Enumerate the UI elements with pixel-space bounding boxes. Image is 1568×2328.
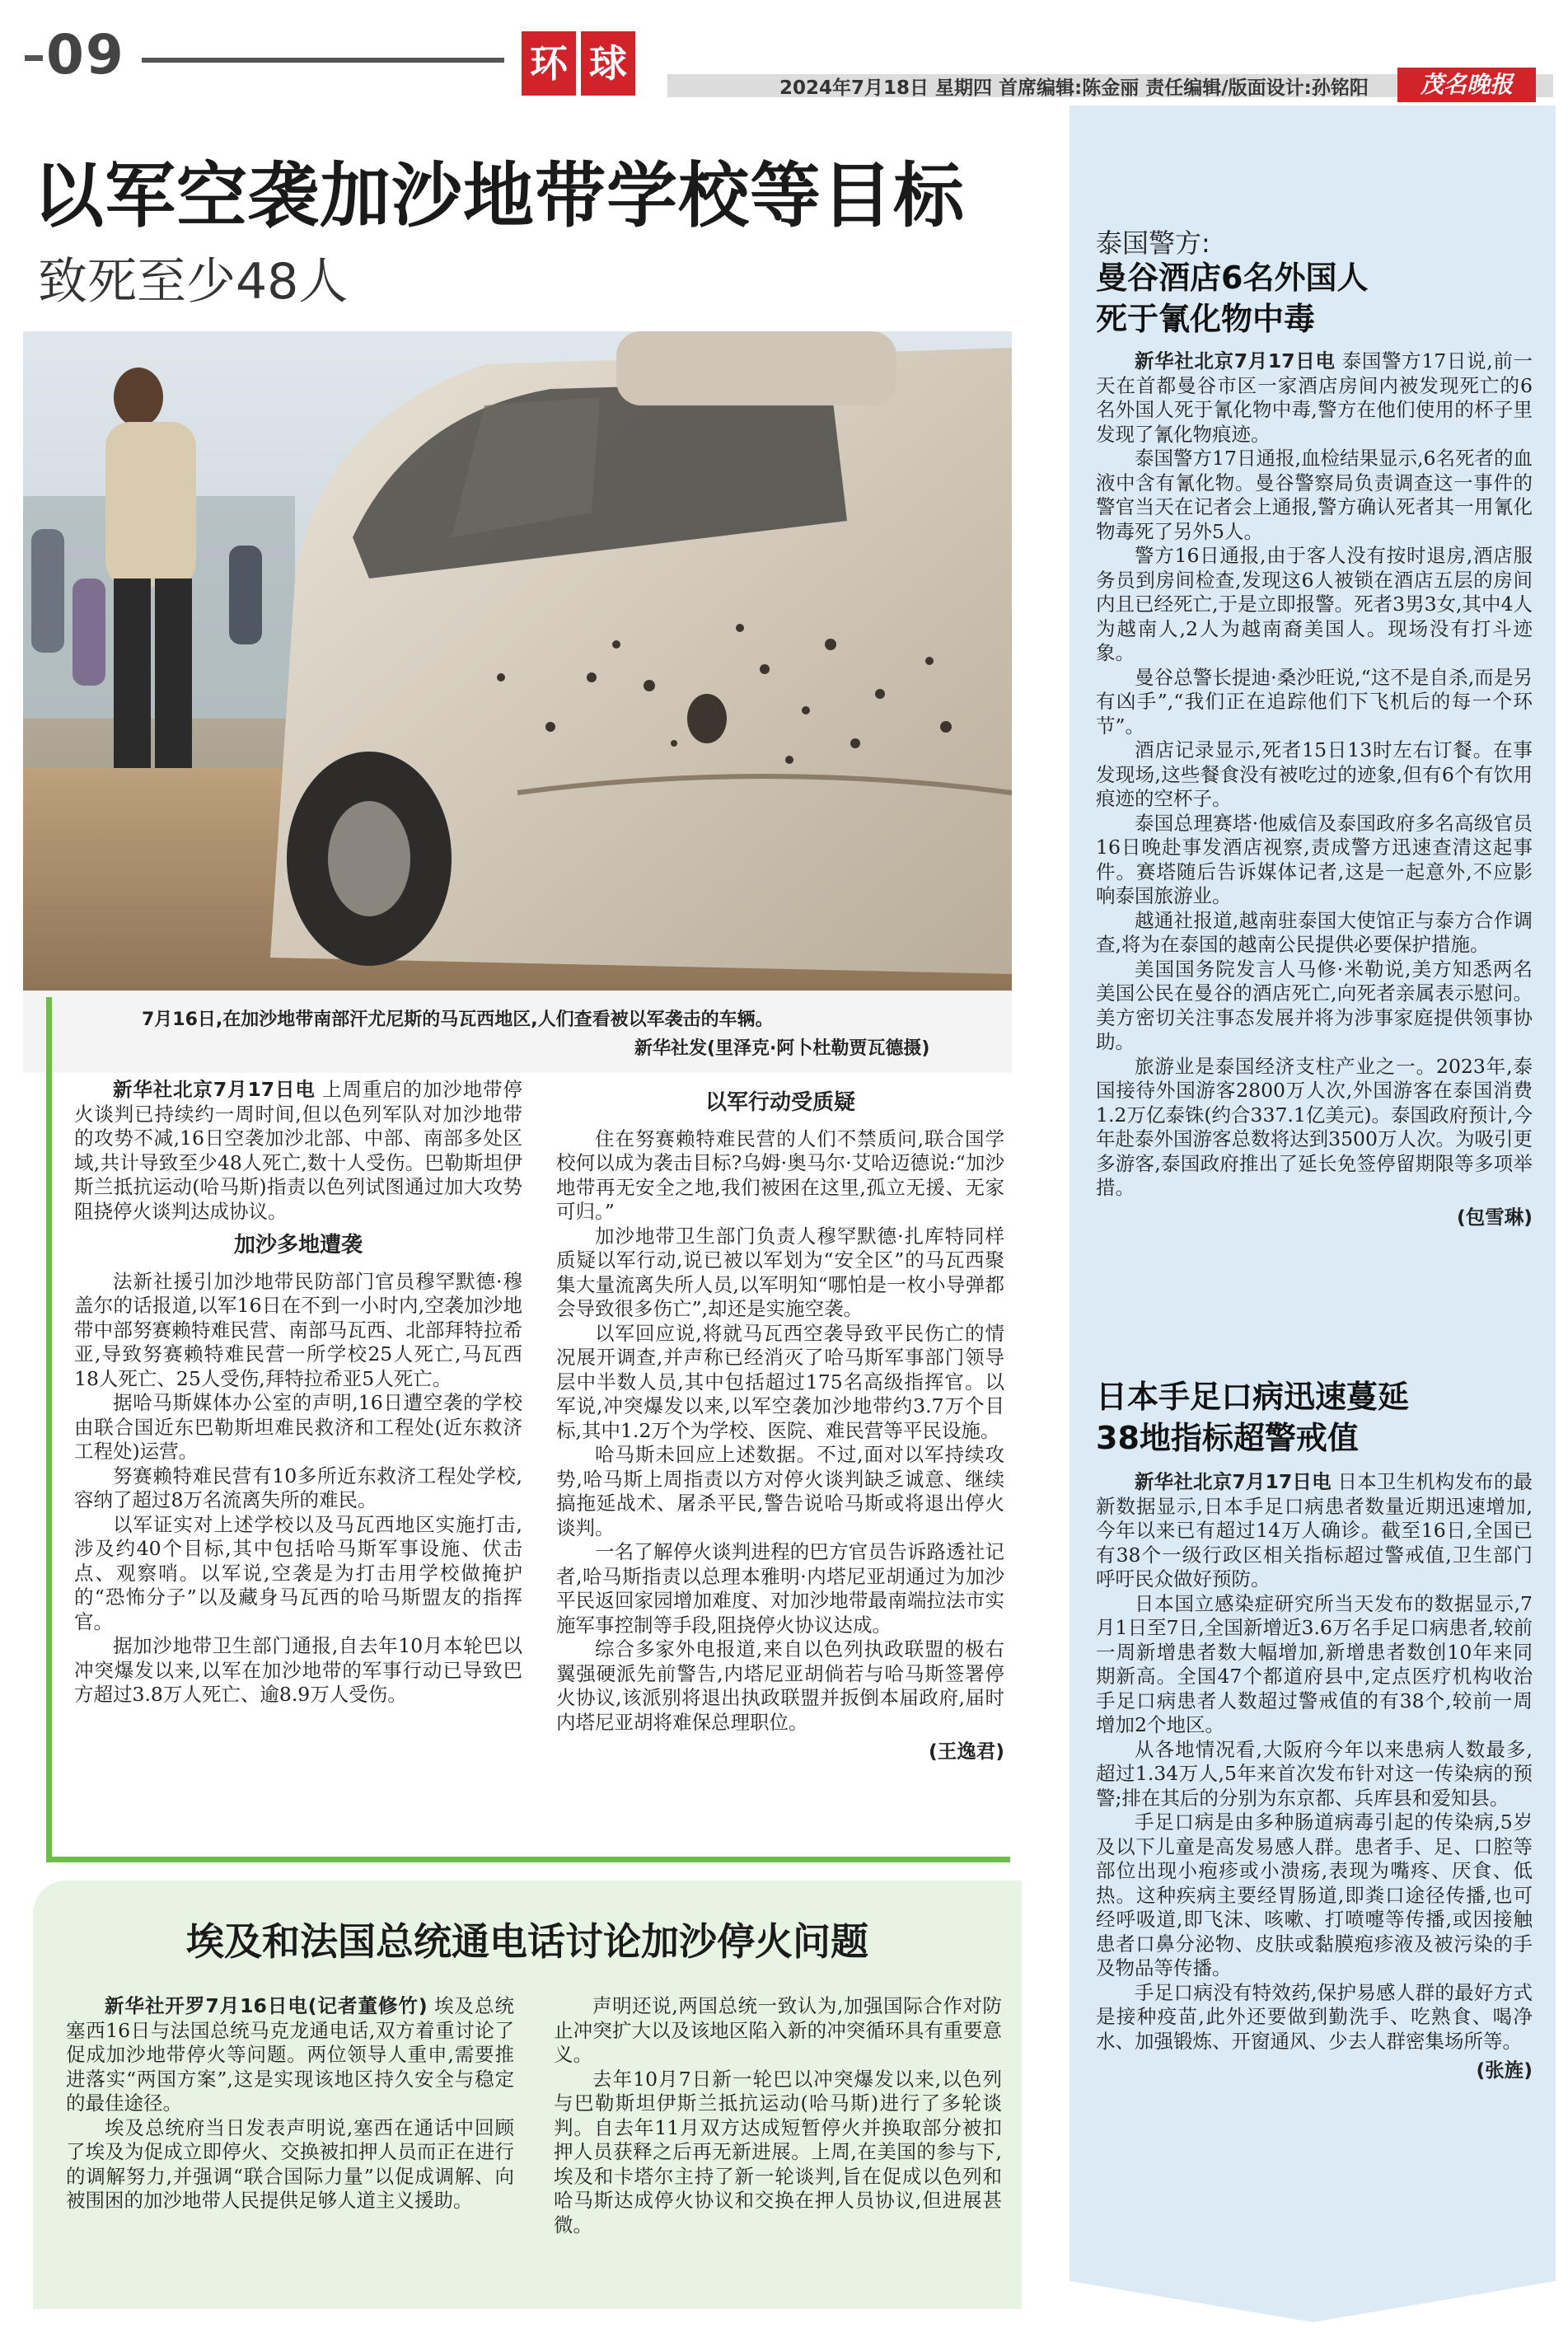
section-char-1: 环 [522, 31, 576, 96]
paragraph: 哈马斯未回应上述数据。不过,面对以军持续攻势,哈马斯上周指责以方对停火谈判缺乏诚意、继续搞拖延战术、屠杀平民,警告说哈马斯或将退出停火谈判。 [556, 1443, 1004, 1539]
page-number: 09 [25, 23, 125, 87]
article-frame-bottom [46, 1857, 1010, 1862]
bottom-story-column-1 [66, 1994, 514, 2213]
byline: (张旌) [1476, 2059, 1533, 2082]
paper-logo: 茂名晚报 [1397, 68, 1536, 102]
article-frame-left [46, 997, 52, 1862]
sidebar-story-1-body [1096, 349, 1533, 1230]
masthead-rule-left [142, 58, 504, 63]
lead-paragraph [66, 1994, 514, 2116]
paragraph: 美国国务院发言人马修·米勒说,美方知悉两名美国公民在曼谷的酒店死亡,向死者亲属表示慰问。美方密切关注事态发展并将为涉事家庭提供领事协助。 [1096, 957, 1533, 1053]
paragraph: 一名了解停火谈判进程的巴方官员告诉路透社记者,哈马斯指责以总理本雅明·内塔尼亚胡通过为加沙平民返回家园增加难度、对加沙地带最南端拉法市实施军事控制等手段,阻挠停火协议达成。 [556, 1540, 1004, 1637]
paragraph: 综合多家外电报道,来自以色列执政联盟的极右翼强硬派先前警告,内塔尼亚胡倘若与哈马斯签署停火协议,该派别将退出执政联盟并扳倒本届政府,届时内塔尼亚胡将难保总理职位。 [556, 1637, 1004, 1734]
sidebar-story-2-body [1096, 1470, 1533, 2083]
title-line: 38地指标超警戒值 [1096, 1420, 1359, 1456]
byline: (包雪琳) [1457, 1205, 1533, 1229]
byline: (王逸君) [929, 1740, 1004, 1763]
dateline-lead: 新华社北京7月17日电 [113, 1078, 316, 1101]
damaged-car-photo [23, 331, 1012, 991]
paragraph: 努赛赖特难民营有10多所近东救济工程处学校,容纳了超过8万名流离失所的难民。 [74, 1464, 522, 1511]
news-photo [23, 331, 1012, 991]
paragraph: 法新社援引加沙地带民防部门官员穆罕默德·穆盖尔的话报道,以军16日在不到一小时内,空袭加沙地带中部努赛赖特难民营、南部马瓦西、北部拜特拉希亚,导致努赛赖特难民营一所学校25人死亡,马瓦西18人死亡、25人受伤,拜特拉希亚5人死亡。 [74, 1269, 522, 1390]
title-line: 死于氰化物中毒 [1096, 301, 1316, 337]
photo-credit: 新华社发(里泽克·阿卜杜勒贾瓦德摄) [634, 1038, 930, 1059]
intro-text: 上周重启的加沙地带停火谈判已持续约一周时间,但以色列军队对加沙地带的攻势不减,16日空袭加沙北部、中部、南部多处区域,共计导致至少48人死亡,数十人受伤。巴勒斯坦伊斯兰抵抗运动(哈马斯)指责以色列试图通过加大攻势阻挠停火谈判达成协议。 [74, 1078, 522, 1223]
sidebar-kicker: 泰国警方: [1096, 227, 1210, 259]
paragraph: 住在努赛赖特难民营的人们不禁质问,联合国学校何以成为袭击目标?乌姆·奥马尔·艾哈迈德说:“加沙地带再无安全之地,我们被困在这里,孤立无援、无家可归。” [556, 1127, 1004, 1223]
paragraph: 日本国立感染症研究所当天发布的数据显示,7月1日至7日,全国新增近3.6万名手足口病患者,较前一周新增患者数大幅增加,新增患者数创10年来同期新高。全国47个都道府县中,定点医疗机构收治手足口病患者人数超过警戒值的有38个,较前一周增加2个地区。 [1096, 1591, 1533, 1736]
paragraph: 泰国警方17日通报,血检结果显示,6名死者的血液中含有氰化物。曼谷警察局负责调查这一事件的警官当天在记者会上通报,警方确认死者其一用氰化物毒死了另外5人。 [1096, 447, 1533, 543]
paragraph: 加沙地带卫生部门负责人穆罕默德·扎库特同样质疑以军行动,说已被以军划为“安全区”的马瓦西聚集大量流离失所人员,以军明知“哪怕是一枚小导弹都会导致很多伤亡”,却还是实施空袭。 [556, 1224, 1004, 1320]
lead-story-column-2 [556, 1078, 1004, 1764]
paragraph: 酒店记录显示,死者15日13时左右订餐。在事发现场,这些餐食没有被吃过的迹象,但有6个有饮用痕迹的空杯子。 [1096, 738, 1533, 810]
lead-story-column-1 [74, 1078, 522, 1707]
bottom-story-column-2 [554, 1994, 1002, 2237]
sidebar-panel-tip [1070, 2281, 1556, 2322]
paragraph: 从各地情况看,大阪府今年以来患病人数最多,超过1.34万人,5年来首次发布针对这一传染病的预警;排在其后的分别为东京都、兵库县和爱知县。 [1096, 1737, 1533, 1810]
dateline-lead: 新华社北京7月17日电 [1135, 349, 1336, 372]
title-line: 曼谷酒店6名外国人 [1096, 260, 1369, 296]
paragraph: 曼谷总警长提迪·桑沙旺说,“这不是自杀,而是另有凶手”,“我们正在追踪他们下飞机后的每一个环节”。 [1096, 665, 1533, 738]
section-char-2: 球 [581, 31, 635, 96]
lead-paragraph [1096, 349, 1533, 447]
paragraph: 据哈马斯媒体办公室的声明,16日遭空袭的学校由联合国近东巴勒斯坦难民救济和工程处(近东救济工程处)运营。 [74, 1391, 522, 1463]
paragraph: 埃及总统府当日发表声明说,塞西在通话中回顾了埃及为促成立即停火、交换被扣押人员而正在进行的调解努力,并强调“联合国际力量”以促成调解、向被围困的加沙地带人民提供足够人道主义援助。 [66, 2115, 514, 2212]
paragraph: 旅游业是泰国经济支柱产业之一。2023年,泰国接待外国游客2800万人次,外国游客在泰国消费1.2万亿泰铢(约合337.1亿美元)。泰国政府预计,今年赴泰外国游客总数将达到3500万人次。为吸引更多游客,泰国政府推出了延长免签停留期限等多项举措。 [1096, 1054, 1533, 1199]
subheadline: 致死至少48人 [38, 253, 349, 311]
sidebar-title-2 [1096, 1376, 1409, 1459]
paragraph: 泰国总理赛塔·他威信及泰国政府多名高级官员16日晚赴事发酒店视察,责成警方迅速查清这起事件。赛塔随后告诉媒体记者,这是一起意外,不应影响泰国旅游业。 [1096, 811, 1533, 907]
intro-text: 日本卫生机构发布的最新数据显示,日本手足口病患者数量近期迅速增加,今年以来已有超过14万人确诊。截至16日,全国已有38个一级行政区相关指标超过警戒值,卫生部门呼吁民众做好预防。 [1096, 1470, 1533, 1590]
paragraph: 手足口病是由多种肠道病毒引起的传染病,5岁及以下儿童是高发易感人群。患者手、足、口腔等部位出现小疱疹或小溃疡,表现为嘴疼、厌食、低热。这种疾病主要经胃肠道,即粪口途径传播,也可经呼吸道,即飞沫、咳嗽、打喷嚏等传播,或因接触患者口鼻分泌物、皮肤或黏膜疱疹液及被污染的手及物品等传播。 [1096, 1810, 1533, 1979]
dateline: 2024年7月18日 星期四 首席编辑:陈金丽 责任编辑/版面设计:孙铭阳 [779, 77, 1369, 99]
title-line: 日本手足口病迅速蔓延 [1096, 1379, 1410, 1415]
section-tag [522, 31, 635, 96]
paragraph: 以军证实对上述学校以及马瓦西地区实施打击,涉及约40个目标,其中包括哈马斯军事设施、伏击点、观察哨。以军说,空袭是为打击用学校做掩护的“恐怖分子”以及藏身马瓦西的哈马斯盟友的指挥官。 [74, 1512, 522, 1633]
intro-text: 埃及总统塞西16日与法国总统马克龙通电话,双方着重讨论了促成加沙地带停火等问题。两位领导人重申,需要推进落实“两国方案”,这是实现该地区持久安全与稳定的最佳途径。 [66, 1994, 514, 2115]
bottom-story-title: 埃及和法国总统通电话讨论加沙停火问题 [186, 1919, 868, 1964]
sidebar-title-1 [1096, 257, 1368, 340]
intro-text: 泰国警方17日说,前一天在首都曼谷市区一家酒店房间内被发现死亡的6名外国人死于氰化物中毒,警方在他们使用的杯子里发现了氰化物痕迹。 [1096, 349, 1533, 446]
paragraph: 声明还说,两国总统一致认为,加强国际合作对防止冲突扩大以及该地区陷入新的冲突循环具有重要意义。 [554, 1994, 1002, 2066]
dateline-lead: 新华社开罗7月16日电(记者董修竹) [105, 1994, 428, 2017]
paragraph: 手足口病没有特效药,保护易感人群的最好方式是接种疫苗,此外还要做到勤洗手、吃熟食、喝净水、加强锻炼、开窗通风、少去人群密集场所等。 [1096, 1980, 1533, 2053]
dateline-lead: 新华社北京7月17日电 [1135, 1470, 1332, 1493]
paragraph: 以军回应说,将就马瓦西空袭导致平民伤亡的情况展开调查,并声称已经消灭了哈马斯军事部门领导层中半数人员,其中包括超过175名高级指挥官。以军说,冲突爆发以来,以军空袭加沙地带约3.7万个目标,其中1.2万个为学校、医院、难民营等平民设施。 [556, 1321, 1004, 1442]
lead-paragraph [1096, 1470, 1533, 1592]
paragraph: 警方16日通报,由于客人没有按时退房,酒店服务员到房间检查,发现这6人被锁在酒店五层的房间内且已经死亡,于是立即报警。死者3男3女,其中4人为越南人,2人为越南裔美国人。现场没有打斗迹象。 [1096, 544, 1533, 664]
section-heading: 加沙多地遭袭 [233, 1233, 363, 1258]
paragraph: 据加沙地带卫生部门通报,自去年10月本轮巴以冲突爆发以来,以军在加沙地带的军事行动已导致巴方超过3.8万人死亡、逾8.9万人受伤。 [74, 1634, 522, 1706]
caption-bar [23, 991, 1012, 1073]
headline: 以军空袭加沙地带学校等目标 [33, 155, 965, 237]
paragraph: 越通社报道,越南驻泰国大使馆正与泰方合作调查,将为在泰国的越南公民提供必要保护措施。 [1096, 908, 1533, 956]
lead-paragraph [74, 1078, 522, 1224]
section-heading: 以军行动受质疑 [704, 1090, 855, 1115]
photo-caption: 7月16日,在加沙地带南部汗尤尼斯的马瓦西地区,人们查看被以军袭击的车辆。 [142, 1009, 774, 1030]
paragraph: 去年10月7日新一轮巴以冲突爆发以来,以色列与巴勒斯坦伊斯兰抵抗运动(哈马斯)进行了多轮谈判。自去年11月双方达成短暂停火并换取部分被扣押人员获释之后再无新进展。上周,在美国的参与下,埃及和卡塔尔主持了新一轮谈判,旨在促成以色列和哈马斯达成停火协议和交换在押人员协议,但进展甚微。 [554, 2067, 1002, 2237]
